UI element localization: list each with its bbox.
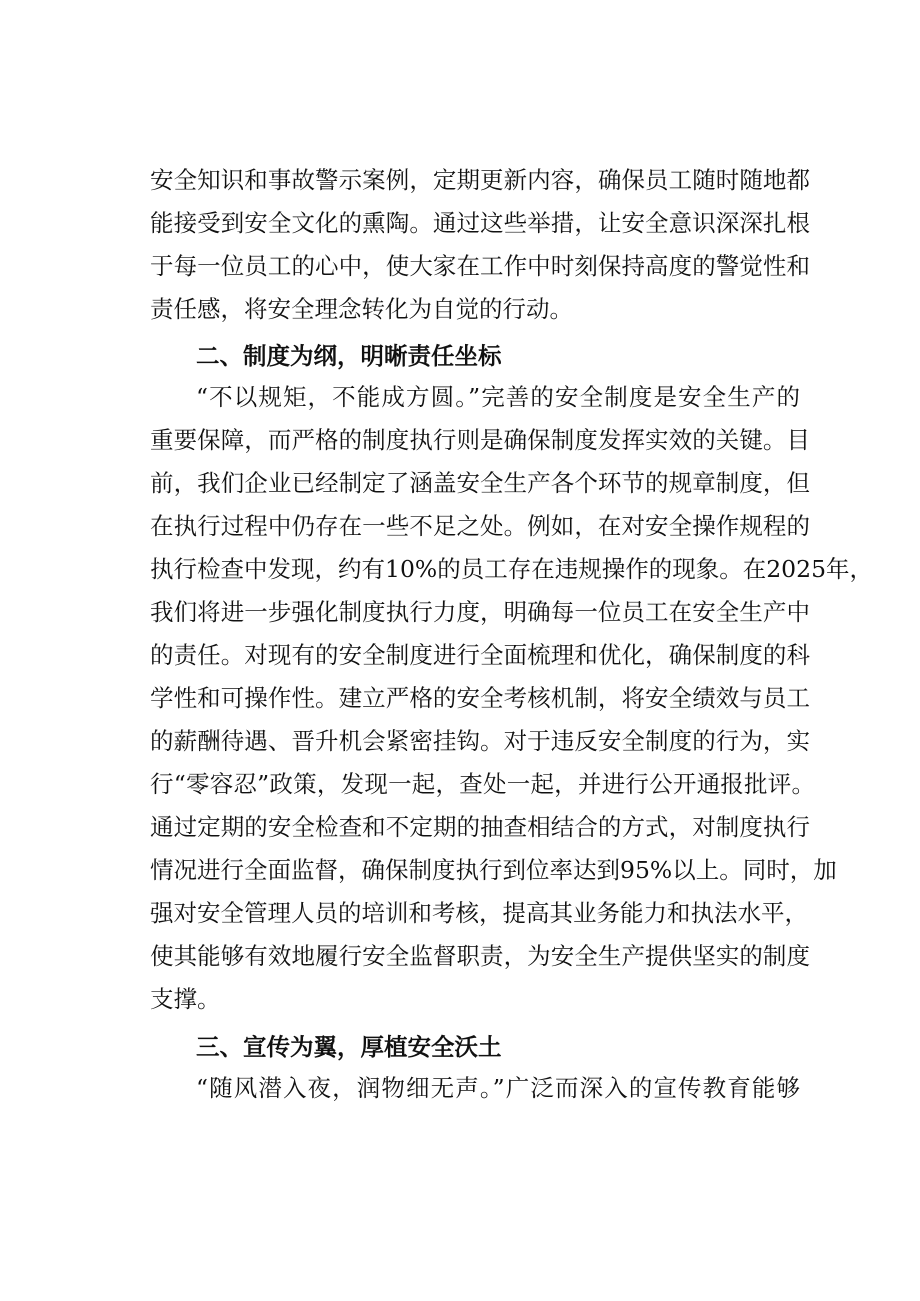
paragraph-3-line-1: “随风潜入夜，润物细无声。”广泛而深入的宣传教育能够: [196, 1074, 800, 1102]
paragraph-2-line-6: 我们将进一步强化制度执行力度，明确每一位员工在安全生产中: [150, 598, 810, 626]
paragraph-2-line-8: 学性和可操作性。建立严格的安全考核机制，将安全绩效与员工: [150, 684, 810, 712]
section-heading-2: 二、制度为纲，明晰责任坐标: [196, 342, 502, 370]
paragraph-2-line-9: 的薪酬待遇、晋升机会紧密挂钩。对于违反安全制度的行为，实: [150, 727, 810, 755]
paragraph-2-line-5: 执行检查中发现，约有10%的员工存在违规操作的现象。在2025年，: [150, 555, 874, 583]
paragraph-2-line-10: 行“零容忍”政策，发现一起，查处一起，并进行公开通报批评。: [150, 770, 815, 798]
paragraph-2-line-11: 通过定期的安全检查和不定期的抽查相结合的方式，对制度执行: [150, 813, 810, 841]
paragraph-2-line-2: 重要保障，而严格的制度执行则是确保制度发挥实效的关键。目: [150, 426, 810, 454]
paragraph-1-line-2: 能接受到安全文化的熏陶。通过这些举措，让安全意识深深扎根: [150, 209, 810, 237]
paragraph-2-line-12: 情况进行全面监督，确保制度执行到位率达到95%以上。同时，加: [150, 856, 837, 884]
paragraph-1-line-4: 责任感，将安全理念转化为自觉的行动。: [150, 295, 573, 323]
paragraph-2-line-15: 支撑。: [150, 985, 221, 1013]
paragraph-2-line-14: 使其能够有效地履行安全监督职责，为安全生产提供坚实的制度: [150, 942, 810, 970]
paragraph-2-line-13: 强对安全管理人员的培训和考核，提高其业务能力和执法水平，: [150, 899, 808, 927]
paragraph-2-line-4: 在执行过程中仍存在一些不足之处。例如，在对安全操作规程的: [150, 512, 810, 540]
paragraph-1-line-3: 于每一位员工的心中，使大家在工作中时刻保持高度的警觉性和: [150, 252, 810, 280]
paragraph-2-line-7: 的责任。对现有的安全制度进行全面梳理和优化，确保制度的科: [150, 641, 810, 669]
paragraph-1-line-1: 安全知识和事故警示案例，定期更新内容，确保员工随时随地都: [150, 166, 810, 194]
paragraph-2-line-1: “不以规矩，不能成方圆。”完善的安全制度是安全生产的: [196, 383, 800, 411]
paragraph-2-line-3: 前，我们企业已经制定了涵盖安全生产各个环节的规章制度，但: [150, 469, 810, 497]
section-heading-3: 三、宣传为翼，厚植安全沃土: [196, 1033, 502, 1061]
